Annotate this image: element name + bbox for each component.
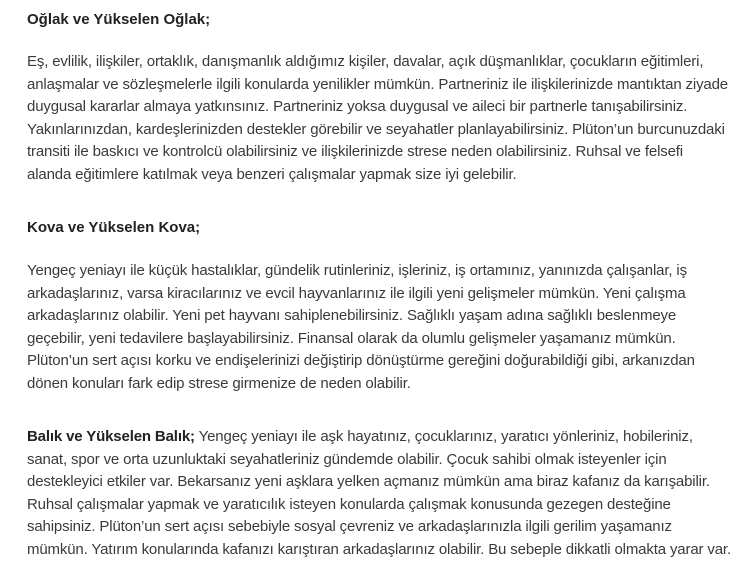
- section-body-oglak: Eş, evlilik, ilişkiler, ortaklık, danışmanlık aldığımız kişiler, davalar, açık düşmanlıklar, çocukların eğitimleri, anlaşmalar ve sözleşmelerle ilgili konularda yenilikler mümkün. Partneriniz ile ilişkilerinizde mantıktan ziyade duygusal kararlar almaya yatkınsınız. Partneriniz yoksa duygusal ve aileci bir partnerle tanışabilirsiniz. Yakınlarınızdan, kardeşlerinizden destekler görebilir ve seyahatler planlayabilirsiniz. Plüton’un burcunuzdaki transiti ile baskıcı ve kontrolcü olabilirsiniz ve ilişkilerinizde strese neden olabilirsiniz. Ruhsal ve felsefi alanda eğitimlere katılmak veya benzeri çalışmalar yapmak size iyi gelebilir.: [27, 53, 728, 183]
- section-paragraph-balik: [27, 426, 732, 562]
- section-heading-oglak: Oğlak ve Yükselen Oğlak;: [27, 11, 211, 28]
- section-body-balik: Yengeç yeniayı ile aşk hayatınız, çocuklarınız, yaratıcı yönleriniz, hobileriniz, sanat, spor ve orta uzunluktaki seyahatleriniz gündemde olabilir. Çocuk sahibi olmak isteyenler için destekleyici etkiler var. Bekarsanız yeni aşklara yelken açmanız mümkün ama biraz kafanız da karışabilir. Ruhsal çalışmalar yapmak ve yaratıcılık isteyen konularda çalışmak konusunda gezegen desteğine sahipsiniz. Plüton’un sert açısı sebebiyle sosyal çevreniz ve arkadaşlarınızla ilgili gerilim yaşamanız mümkün. Yatırım konularında kafanızı karıştıran arkadaşlarınız olabilir. Bu sebeple dikkatli olmakta yarar var.: [27, 428, 731, 558]
- section-heading-kova: Kova ve Yükselen Kova;: [27, 219, 201, 236]
- section-body-kova: Yengeç yeniayı ile küçük hastalıklar, gündelik rutinleriniz, işleriniz, iş ortamınız, yanınızda çalışanlar, iş arkadaşlarınız, varsa kiracılarınız ve evcil hayvanlarınız ile ilgili yeni gelişmeler mümkün. Yeni çalışma arkadaşlarınız olabilir. Yeni pet hayvanı sahiplenebilirsiniz. Sağlıklı yaşam adına sağlıklı beslenmeye geçebilir, yeni tedavilere başlayabilirsiniz. Finansal olarak da olumlu gelişmeler yaşamanız mümkün. Plüton’un sert açısı korku ve endişelerinizi değiştirip dönüştürme gereğini doğurabildiği gibi, arkanızdan dönen konuları fark edip strese girmenize de neden olabilir.: [27, 262, 695, 392]
- section-heading-balik: Balık ve Yükselen Balık;: [27, 428, 195, 445]
